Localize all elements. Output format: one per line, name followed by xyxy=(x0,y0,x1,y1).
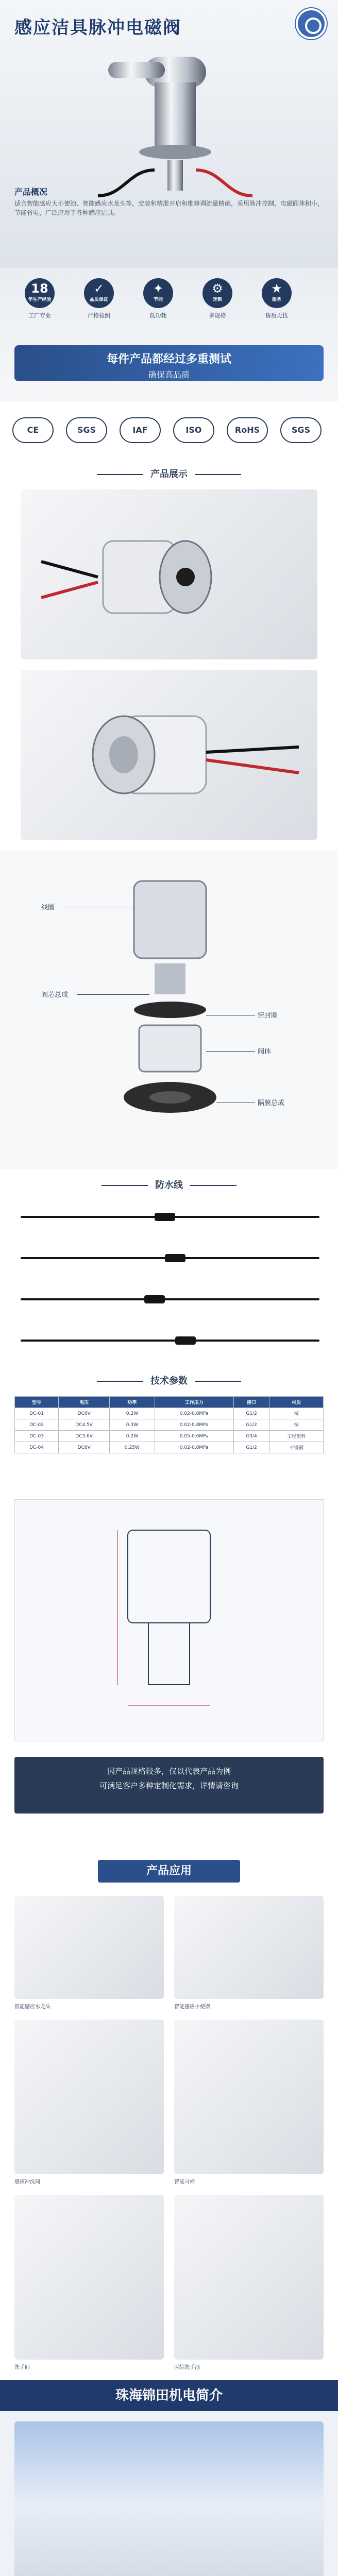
table-row xyxy=(15,1419,324,1431)
notice-line-2: 可满足客户多种定制化需求，详情请咨询 xyxy=(99,1781,239,1790)
cert-iso: ISO xyxy=(173,417,214,443)
wire-connector xyxy=(175,1336,196,1345)
table-header-row xyxy=(15,1397,324,1408)
callout-core: 阀芯总成 xyxy=(41,991,69,999)
column-header: 工作压力 xyxy=(155,1397,233,1408)
badge-caption: 工厂专业 xyxy=(28,312,51,319)
cert-rohs: RoHS xyxy=(227,417,268,443)
wire-connector xyxy=(165,1254,185,1262)
banner-line-2: 确保高品质 xyxy=(148,370,190,380)
badge-experience: 18 年生产经验 xyxy=(25,278,55,308)
app-photo xyxy=(14,2020,164,2174)
callout-body: 阀体 xyxy=(258,1048,272,1056)
column-header: 功率 xyxy=(110,1397,155,1408)
column-header: 型号 xyxy=(15,1397,59,1408)
table-cell: G1/2 xyxy=(233,1408,269,1419)
section-heading: 珠海锦田机电简介 xyxy=(0,2380,338,2411)
waterproof-wire-section xyxy=(0,1170,338,1365)
table-cell: 0.02-0.8MPa xyxy=(155,1442,233,1453)
table-cell: DC-02 xyxy=(15,1419,59,1431)
column-header: 材质 xyxy=(269,1397,324,1408)
table-cell: 0.02-0.8MPa xyxy=(155,1408,233,1419)
badge-quality: ✓ 品质保证 xyxy=(84,278,114,308)
app-photo xyxy=(14,2195,164,2360)
wire-3 xyxy=(21,1298,319,1300)
table-cell: 0.25W xyxy=(110,1442,155,1453)
spec-notice xyxy=(14,1757,324,1814)
company-section xyxy=(0,2380,338,2576)
table-cell: 0.3W xyxy=(110,1419,155,1431)
table-cell: 铜 xyxy=(269,1419,324,1431)
section-heading: 产品展示 xyxy=(0,467,338,480)
badge-caption: 严格检测 xyxy=(88,312,110,319)
table-cell: G1/2 xyxy=(233,1419,269,1431)
quality-banner xyxy=(14,345,324,381)
table-cell: 铜 xyxy=(269,1408,324,1419)
callout-line xyxy=(206,1051,255,1052)
table-cell: DC4.5V xyxy=(59,1419,110,1431)
table-cell: 0.02-0.8MPa xyxy=(155,1419,233,1431)
applications-section xyxy=(0,1850,338,2380)
notice-line-1: 因产品规格较多，仅以代表产品为例 xyxy=(107,1767,231,1776)
wire-connector xyxy=(155,1213,175,1221)
app-caption: 智能感应水龙头 xyxy=(14,2004,50,2010)
badge-caption: 低功耗 xyxy=(149,312,167,319)
table-cell: 0.05-0.6MPa xyxy=(155,1431,233,1442)
app-caption: 洗手间 xyxy=(14,2365,30,2370)
dimension-drawing xyxy=(14,1499,324,1741)
app-caption: 智能感应小便器 xyxy=(174,2004,210,2010)
column-header: 接口 xyxy=(233,1397,269,1408)
spec-section xyxy=(0,1365,338,1850)
exploded-view-illustration xyxy=(98,871,242,1149)
structure-section xyxy=(0,850,338,1170)
table-cell: DC6V xyxy=(59,1442,110,1453)
badge-caption: 多规格 xyxy=(209,312,226,319)
product-view-section xyxy=(0,459,338,850)
wire-4 xyxy=(21,1340,319,1342)
table-cell: DC-03 xyxy=(15,1431,59,1442)
app-caption: 医院洗手池 xyxy=(174,2365,200,2370)
table-cell: DC6V xyxy=(59,1408,110,1419)
product-title: 感应洁具脉冲电磁阀 xyxy=(14,18,181,38)
table-row xyxy=(15,1408,324,1419)
callout-diaphragm: 隔膜总成 xyxy=(258,1099,285,1107)
app-photo xyxy=(14,1896,164,1999)
feature-icons-section xyxy=(0,268,338,402)
overview-text: 适合智能感应大小便池、智能感应水龙头等，安装和精准开启和维修调流量精确，采用脉冲控制，电磁阀体积小，节能省电，广泛应用于各种感应洁具。 xyxy=(14,200,324,216)
faucet-illustration xyxy=(67,41,273,211)
table-row xyxy=(15,1442,324,1453)
product-photo-1 xyxy=(21,489,317,659)
table-cell: DC-01 xyxy=(15,1408,59,1419)
wire-connector xyxy=(144,1295,165,1303)
badge-service: ★ 服务 xyxy=(262,278,292,308)
product-photo-2 xyxy=(21,670,317,840)
app-photo xyxy=(174,2195,324,2360)
badge-custom: ⚙ 定制 xyxy=(202,278,232,308)
callout-coil: 线圈 xyxy=(41,904,55,911)
cert-sgs: SGS xyxy=(66,417,107,443)
section-heading: 防水线 xyxy=(0,1178,338,1191)
valve-angle-illustration xyxy=(21,670,317,840)
hero-section xyxy=(0,0,338,268)
certification-strip xyxy=(0,402,338,459)
cert-sgs-2: SGS xyxy=(280,417,322,443)
valve-side-illustration xyxy=(21,489,317,659)
table-cell: DC3.6V xyxy=(59,1431,110,1442)
app-caption: 智能马桶 xyxy=(174,2179,195,2185)
table-row xyxy=(15,1431,324,1442)
table-cell: DC-04 xyxy=(15,1442,59,1453)
table-cell: 0.2W xyxy=(110,1408,155,1419)
badge-caption: 售后无忧 xyxy=(265,312,288,319)
table-cell: G1/2 xyxy=(233,1442,269,1453)
spec-table xyxy=(14,1396,324,1453)
column-header: 电压 xyxy=(59,1397,110,1408)
cert-iaf: IAF xyxy=(120,417,161,443)
banner-line-1: 每件产品都经过多重测试 xyxy=(106,353,231,366)
cert-ce: CE xyxy=(12,417,54,443)
badge-energy: ✦ 节能 xyxy=(143,278,173,308)
section-heading: 产品应用 xyxy=(98,1860,240,1883)
app-caption: 感应冲洗阀 xyxy=(14,2179,40,2185)
brand-logo-icon xyxy=(296,8,327,39)
table-cell: G3/4 xyxy=(233,1431,269,1442)
app-photo xyxy=(174,1896,324,1999)
table-cell: 工程塑料 xyxy=(269,1431,324,1442)
section-heading: 技术参数 xyxy=(0,1374,338,1387)
table-cell: 0.2W xyxy=(110,1431,155,1442)
app-photo xyxy=(174,2020,324,2174)
overview-label: 产品概况 xyxy=(14,187,48,197)
factory-photo xyxy=(14,2421,324,2576)
callout-line xyxy=(77,994,149,995)
callout-seal: 密封圈 xyxy=(258,1012,278,1020)
table-cell: 不锈钢 xyxy=(269,1442,324,1453)
